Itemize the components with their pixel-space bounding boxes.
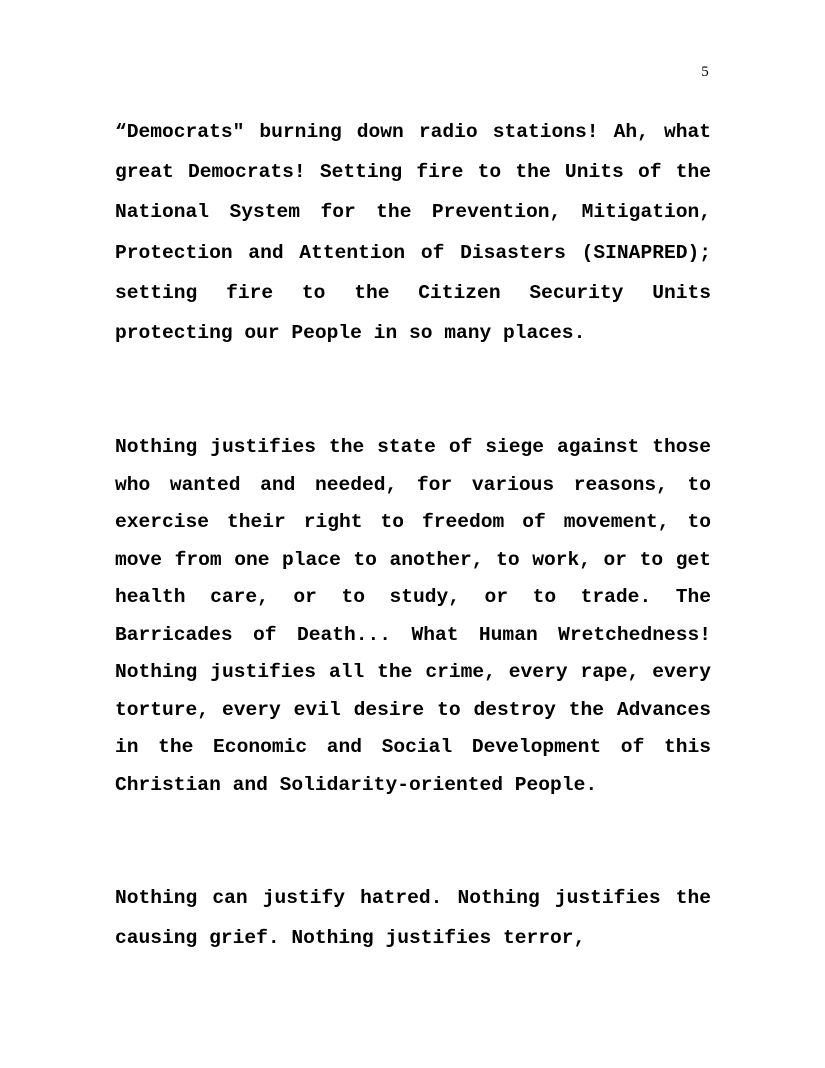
paragraph-state-of-siege: Nothing justifies the state of siege against those who wanted and needed, for various reasons, to exercise their right to freedom of movement, to move from one place to another, to work, or to get health care, or to study, or to trade. The Barricades of Death... What Human Wretchedness! Nothing justifies all the crime, every rape, every torture, every evil desire to destroy the Advances in the Economic and Social Development of this Christian and Solidarity-oriented People. [115, 436, 711, 796]
paragraph-hatred: Nothing can justify hatred. Nothing justifies the causing grief. Nothing justifies terror, [115, 887, 711, 950]
paragraph-democrats: “Democrats" burning down radio stations! Ah, what great Democrats! Setting fire to the Units of the National System for the Prevention, Mitigation, Protection and Attention of Disasters (SINAPRED); setting fire to the Citizen Security Units protecting our People in so many places. [115, 121, 711, 345]
page-number: 5 [701, 64, 709, 80]
